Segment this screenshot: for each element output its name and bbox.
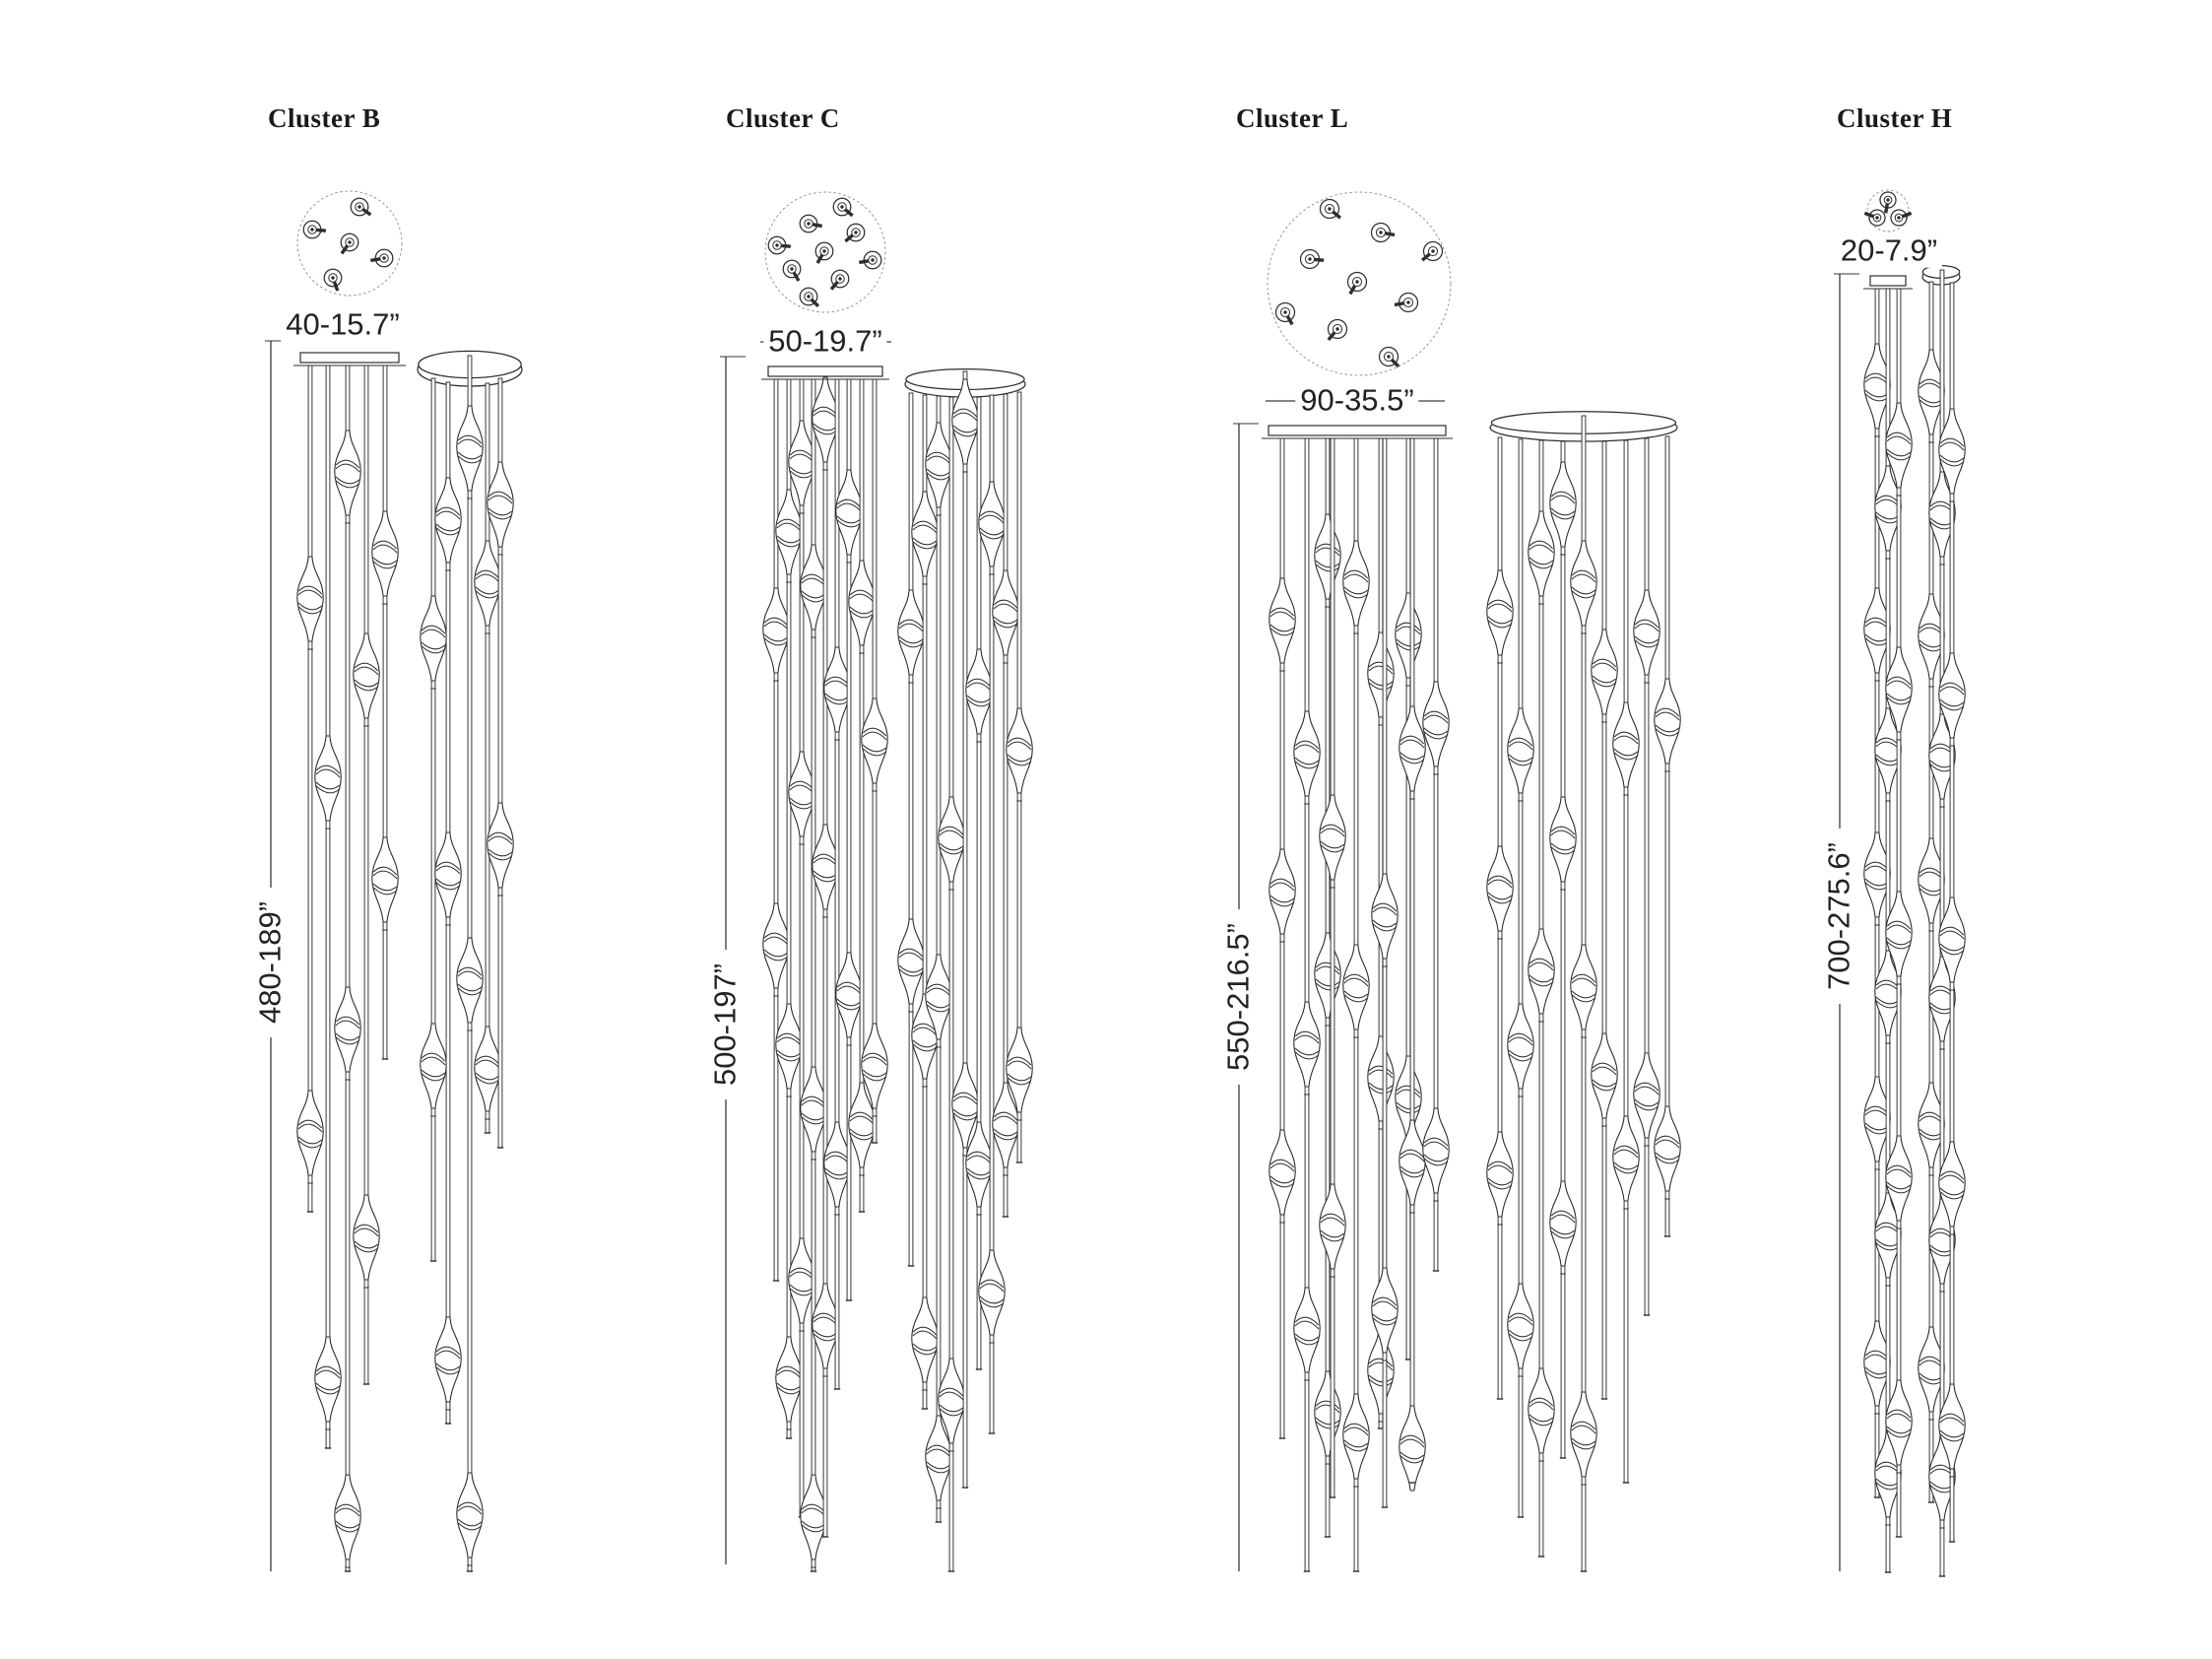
cluster-title-c: Cluster C — [726, 103, 840, 133]
height-dimension-label-h: 700-275.6” — [1824, 829, 1856, 1004]
cluster-title-b: Cluster B — [268, 103, 381, 133]
cluster-c-drawing — [720, 192, 1032, 1571]
cluster-title-h: Cluster H — [1837, 103, 1953, 133]
width-dimension-label-c: 50-19.7” — [763, 326, 886, 359]
width-dimension-label-l: 90-35.5” — [1295, 385, 1418, 418]
height-dimension-label-c: 500-197” — [710, 950, 743, 1099]
width-dimension-label-b: 40-15.7” — [281, 309, 404, 342]
width-dimension-label-h: 20-7.9” — [1836, 235, 1942, 268]
cluster-title-l: Cluster L — [1236, 103, 1349, 133]
height-dimension-label-l: 550-216.5” — [1223, 909, 1256, 1085]
cluster-b-drawing — [265, 191, 522, 1571]
height-dimension-label-b: 480-189” — [255, 888, 288, 1037]
